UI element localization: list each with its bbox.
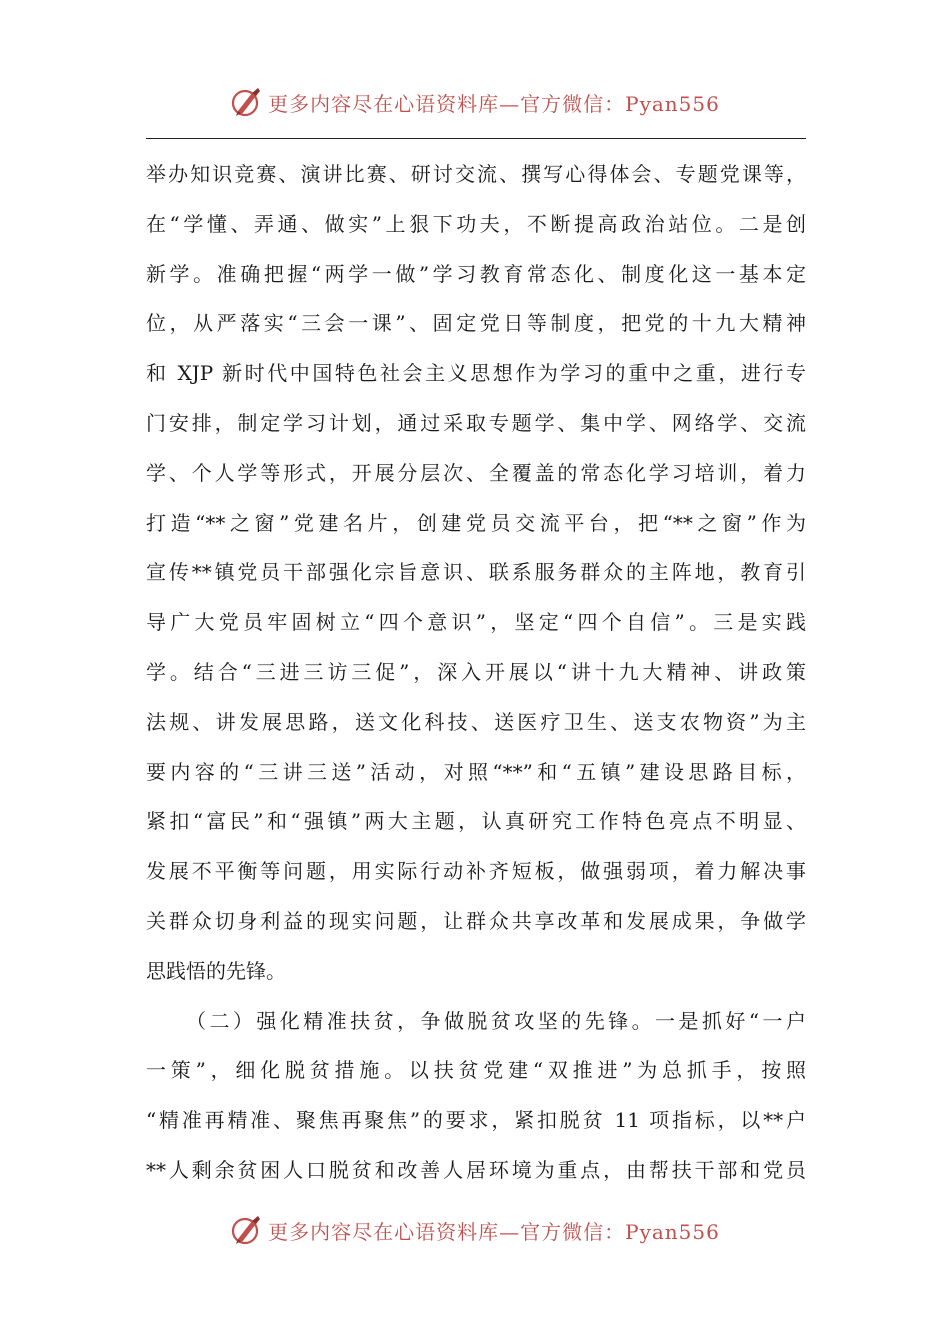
header-divider — [146, 138, 806, 139]
header-banner-text: 更多内容尽在心语资料库—官方微信：Pyan556 — [268, 91, 720, 116]
body-line: 要内容的“三讲三送”活动，对照“**”和“五镇”建设思路目标， — [146, 759, 806, 784]
body-line: 举办知识竞赛、演讲比赛、研讨交流、撰写心得体会、专题党课等， — [146, 162, 806, 186]
footer-banner — [0, 1208, 950, 1252]
body-line: 法规、讲发展思路，送文化科技、送医疗卫生、送支农物资”为主 — [146, 709, 806, 734]
header-banner — [0, 80, 950, 124]
body-line: 学、个人学等形式，开展分层次、全覆盖的常态化学习培训，着力 — [146, 460, 806, 485]
body-line: 位，从严落实“三会一课”、固定党日等制度，把党的十九大精神 — [146, 311, 806, 336]
body-line: 宣传**镇党员干部强化宗旨意识、联系服务群众的主阵地，教育引 — [146, 560, 806, 585]
body-line: 打造“**之窗”党建名片，创建党员交流平台，把“**之窗”作为 — [146, 510, 806, 535]
section-heading-line: （二）强化精准扶贫，争做脱贫攻坚的先锋。一是抓好“一户 — [186, 1008, 806, 1033]
pen-logo-icon — [230, 1213, 264, 1247]
body-line: 紧扣“富民”和“强镇”两大主题，认真研究工作特色亮点不明显、 — [146, 809, 806, 834]
body-line: 一策”，细化脱贫措施。以扶贫党建“双推进”为总抓手，按照 — [146, 1058, 806, 1083]
body-line: 门安排，制定学习计划，通过采取专题学、集中学、网络学、交流 — [146, 410, 806, 435]
body-line: “精准再精准、聚焦再聚焦”的要求，紧扣脱贫 11 项指标，以**户 — [146, 1108, 806, 1133]
body-line: 发展不平衡等问题，用实际行动补齐短板，做强弱项，着力解决事 — [146, 859, 806, 884]
body-line: 学。结合“三进三访三促”，深入开展以“讲十九大精神、讲政策 — [146, 659, 806, 684]
body-line: 和 XJP 新时代中国特色社会主义思想作为学习的重中之重，进行专 — [146, 361, 806, 386]
body-line: **人剩余贫困人口脱贫和改善人居环境为重点，由帮扶干部和党员 — [146, 1157, 806, 1182]
pen-logo-icon — [230, 85, 264, 119]
body-line: 思践悟的先锋。 — [146, 958, 286, 983]
footer-banner-text: 更多内容尽在心语资料库—官方微信：Pyan556 — [268, 1219, 720, 1244]
body-line: 在“学懂、弄通、做实”上狠下功夫，不断提高政治站位。二是创 — [146, 211, 806, 236]
body-line: 导广大党员牢固树立“四个意识”，坚定“四个自信”。三是实践 — [146, 610, 806, 635]
body-line: 关群众切身利益的现实问题，让群众共享改革和发展成果，争做学 — [146, 908, 806, 933]
document-body — [146, 150, 806, 1196]
body-line: 新学。准确把握“两学一做”学习教育常态化、制度化这一基本定 — [146, 261, 806, 286]
